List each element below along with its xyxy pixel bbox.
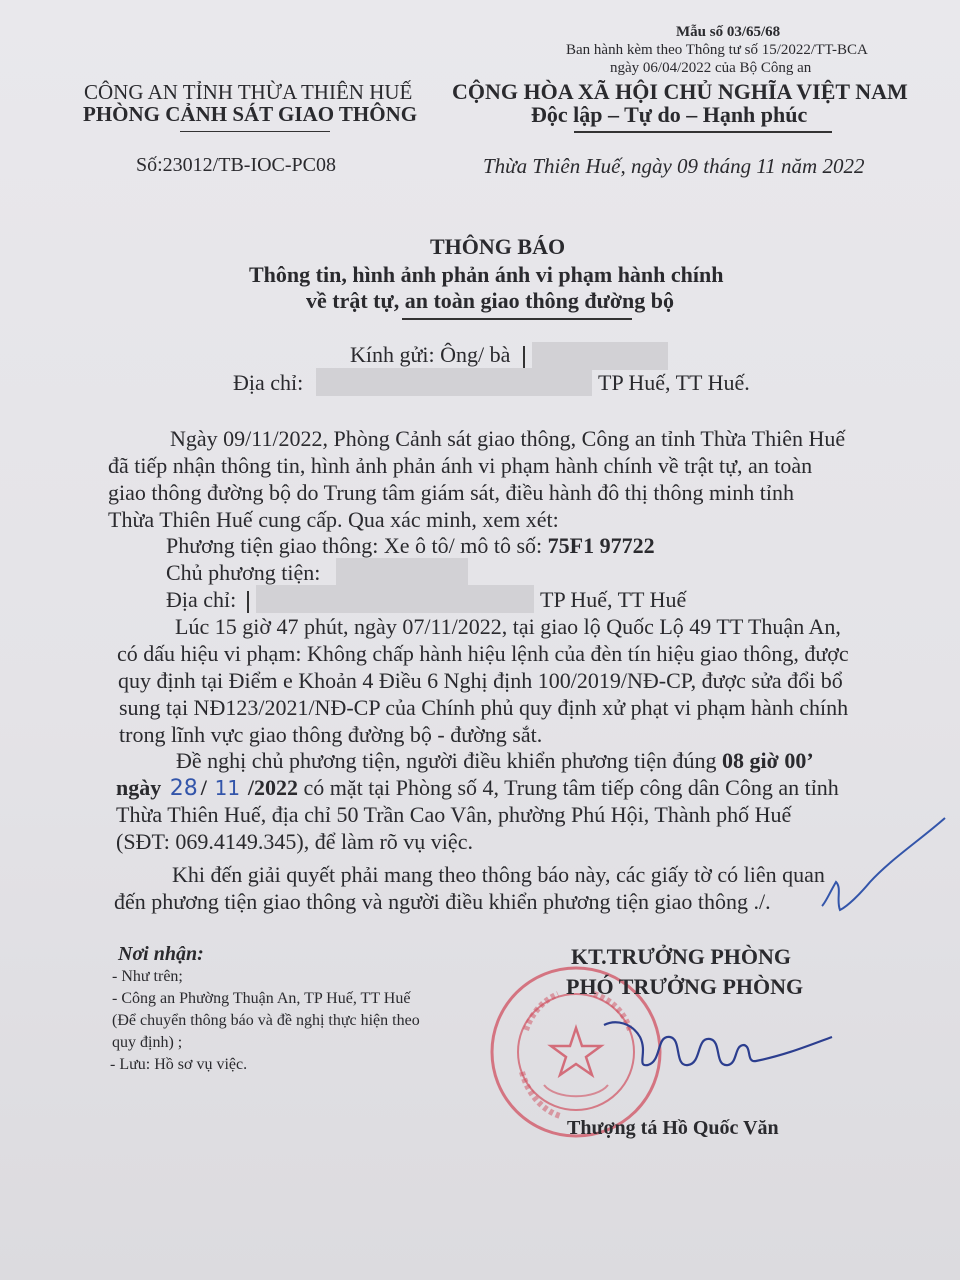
department-underline [180, 131, 330, 132]
recipients-item-3a: (Để chuyển thông báo và đề nghị thực hiện theo [112, 1012, 420, 1029]
redacted-owner-name [336, 558, 468, 586]
owner-label: Chủ phương tiện: [166, 560, 321, 585]
appointment-day-label: ngày [116, 775, 162, 800]
paragraph-1-line-4: Thừa Thiên Huế cung cấp. Qua xác minh, xem xét: [108, 507, 559, 532]
redacted-recipient-name [532, 342, 668, 370]
notice-title: THÔNG BÁO [430, 234, 566, 259]
appointment-time: 08 giờ 00’ [722, 748, 814, 773]
paragraph-3-line-1 [176, 748, 814, 774]
vehicle-label [166, 533, 655, 559]
paragraph-3-line-4: (SĐT: 069.4149.345), để làm rõ vụ việc. [116, 829, 473, 854]
department-name: PHÒNG CẢNH SÁT GIAO THÔNG [83, 102, 418, 126]
recipient-greeting: Kính gửi: Ông/ bà [350, 342, 511, 367]
appointment-request: Đề nghị chủ phương tiện, người điều khiển phương tiện đúng [176, 748, 717, 773]
owner-address-tail: TP Huế, TT Huế [540, 587, 687, 612]
recipients-item-1: - Như trên; [112, 968, 183, 985]
appointment-year: /2022 [247, 775, 298, 800]
paragraph-2-line-4: sung tại NĐ123/2021/NĐ-CP của Chính phủ quy định xử phạt vi phạm hành chính [119, 695, 849, 720]
license-plate: 75F1 97722 [547, 533, 655, 558]
country-name: CỘNG HÒA XÃ HỘI CHỦ NGHĨA VIỆT NAM [452, 79, 908, 104]
paragraph-3-line-2: ngày 28 / 11 /2022 có mặt tại Phòng số 4, Trung tâm tiếp công dân Công an tỉnh [116, 775, 839, 801]
recipients-item-3b: quy định) ; [112, 1034, 183, 1051]
paragraph-1-line-2: đã tiếp nhận thông tin, hình ảnh phản ánh vi phạm hành chính về trật tự, an toàn [108, 453, 813, 478]
motto-underline [574, 131, 832, 133]
signature-title-1: KT.TRƯỞNG PHÒNG [571, 944, 791, 969]
signature-title-2: PHÓ TRƯỞNG PHÒNG [566, 974, 804, 999]
paragraph-1-line-1: Ngày 09/11/2022, Phòng Cảnh sát giao thông, Công an tỉnh Thừa Thiên Huế [170, 426, 846, 451]
appointment-place: có mặt tại Phòng số 4, Trung tâm tiếp công dân Công an tỉnh [303, 775, 839, 800]
recipients-item-2: - Công an Phường Thuận An, TP Huế, TT Huế [112, 990, 411, 1007]
recipient-address-label: Địa chỉ: [233, 370, 304, 395]
handwritten-mark [800, 810, 950, 920]
recipients-item-4: - Lưu: Hồ sơ vụ việc. [110, 1056, 248, 1073]
signature-scribble [596, 1005, 836, 1105]
recipient-address-tail: TP Huế, TT Huế. [598, 370, 750, 395]
notice-subtitle-1: Thông tin, hình ảnh phản ánh vi phạm hành chính [249, 262, 724, 287]
paragraph-2-line-5: trong lĩnh vực giao thông đường bộ - đường sắt. [119, 722, 543, 747]
national-motto: Độc lập – Tự do – Hạnh phúc [531, 102, 808, 127]
place-date: Thừa Thiên Huế, ngày 09 tháng 11 năm 2022 [483, 154, 865, 178]
paragraph-4-line-1: Khi đến giải quyết phải mang theo thông báo này, các giấy tờ có liên quan [172, 862, 825, 887]
document-number: Số:23012/TB-IOC-PC08 [136, 154, 337, 176]
form-issued-line2: ngày 06/04/2022 của Bộ Công an [610, 60, 812, 76]
paragraph-2-line-1: Lúc 15 giờ 47 phút, ngày 07/11/2022, tại giao lộ Quốc Lộ 49 TT Thuận An, [175, 614, 841, 639]
redacted-owner-address [256, 585, 534, 613]
notice-subtitle-2: về trật tự, an toàn giao thông đường bộ [306, 288, 675, 313]
recipients-title: Nơi nhận: [118, 943, 204, 965]
vehicle-type-label: Phương tiện giao thông: Xe ô tô/ mô tô số: [166, 533, 543, 558]
paragraph-3-line-3: Thừa Thiên Huế, địa chỉ 50 Trần Cao Vân, phường Phú Hội, Thành phố Huế [116, 802, 792, 827]
handwritten-month: 11 [214, 776, 241, 800]
signer-name: Thượng tá Hồ Quốc Văn [567, 1117, 779, 1139]
paragraph-4-line-2: đến phương tiện giao thông và người điều khiển phương tiện giao thông ./. [114, 889, 771, 914]
paragraph-1-line-3: giao thông đường bộ do Trung tâm giám sát, điều hành đô thị thông minh tỉnh [108, 480, 794, 505]
form-code: Mẫu số 03/65/68 [676, 24, 781, 40]
redacted-recipient-address [316, 368, 592, 396]
paragraph-2-line-2: có dấu hiệu vi phạm: Không chấp hành hiệu lệnh của đèn tín hiệu giao thông, được [117, 641, 849, 666]
owner-address-start [247, 591, 249, 613]
owner-address-label: Địa chỉ: [166, 587, 237, 612]
agency-name: CÔNG AN TỈNH THỪA THIÊN HUẾ [84, 80, 413, 104]
title-underline [402, 318, 632, 320]
handwritten-day: 28 [169, 776, 198, 801]
paragraph-2-line-3: quy định tại Điểm e Khoản 4 Điều 6 Nghị định 100/2019/NĐ-CP, được sửa đổi bổ [118, 668, 843, 693]
recipient-name-start [523, 346, 525, 368]
form-issued-line1: Ban hành kèm theo Thông tư số 15/2022/TT-BCA [566, 42, 868, 58]
